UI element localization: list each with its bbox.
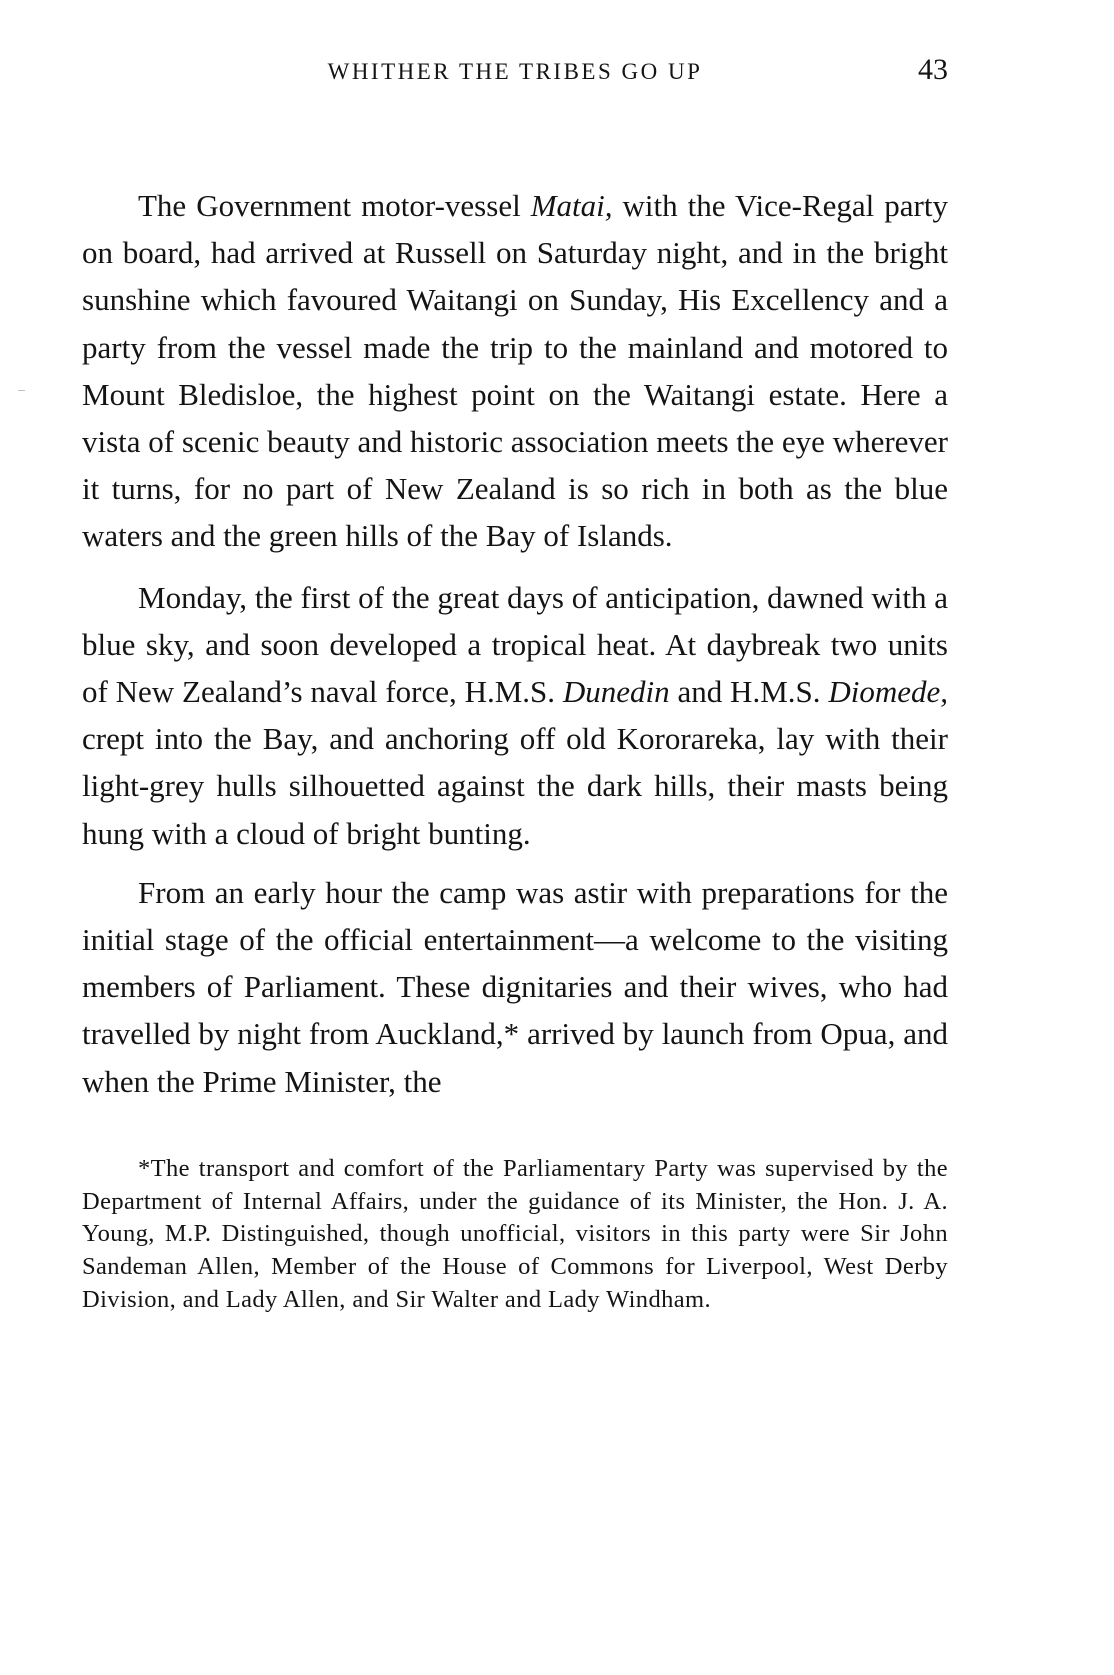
paragraph-text: Monday, the first of the great days of anticipation, dawned with a blue sky, and soon developed a tropical heat. At daybreak two units of New Zealand’s naval force, H.M.S. (82, 579, 948, 710)
vessel-name: Dunedin (562, 674, 670, 710)
paragraph-text: From an early hour the camp was astir with preparations for the initial stage of the official entertainment—a welcome to the visiting members of Parliament. These dignitaries and their wives, who had travelled by night from Auckland,* arrived by launch from Opua, and when the Prime Minister, the (82, 874, 948, 1099)
running-header (82, 48, 948, 98)
paragraph-matai (82, 182, 948, 560)
vessel-name: Matai, (530, 188, 613, 223)
paragraph-text: crept into the Bay, and anchoring off old Kororareka, lay with their light-grey hulls silhouetted against the dark hills, their masts being hung with a cloud of bright bunting. (82, 721, 948, 851)
paragraph-text: and H.M.S. (669, 674, 829, 710)
paragraph-camp (82, 869, 948, 1105)
paragraph-monday (82, 574, 948, 857)
book-page (82, 48, 948, 1317)
paragraph-text: The Government motor-vessel (138, 188, 531, 223)
margin-mark (18, 390, 25, 391)
paragraph-text: with the Vice-Regal party on board, had arrived at Russell on Saturday night, and in the bright sunshine which favoured Waitangi on Sunday, His Excellency and a party from the vessel made the trip to the mainland and motored to Mount Bledisloe, the highest point on the Waitangi estate. Here a vista of scenic beauty and historic association meets the eye wherever it turns, for no part of New Zealand is so rich in both as the blue waters and the green hills of the Bay of Islands. (82, 188, 948, 554)
running-title: WHITHER THE TRIBES GO UP (327, 59, 703, 84)
footnote: *The transport and comfort of the Parliamentary Party was supervised by the Department of Internal Affairs, under the guidance of its Minister, the Hon. J. A. Young, M.P. Distinguished, though unofficial, visitors in this party were Sir John Sandeman Allen, Member of the House of Commons for Liverpool, West Derby Division, and Lady Allen, and Sir Walter and Lady Windham. (82, 1154, 948, 1314)
page-number: 43 (918, 53, 948, 86)
vessel-name: Diomede, (828, 674, 948, 710)
